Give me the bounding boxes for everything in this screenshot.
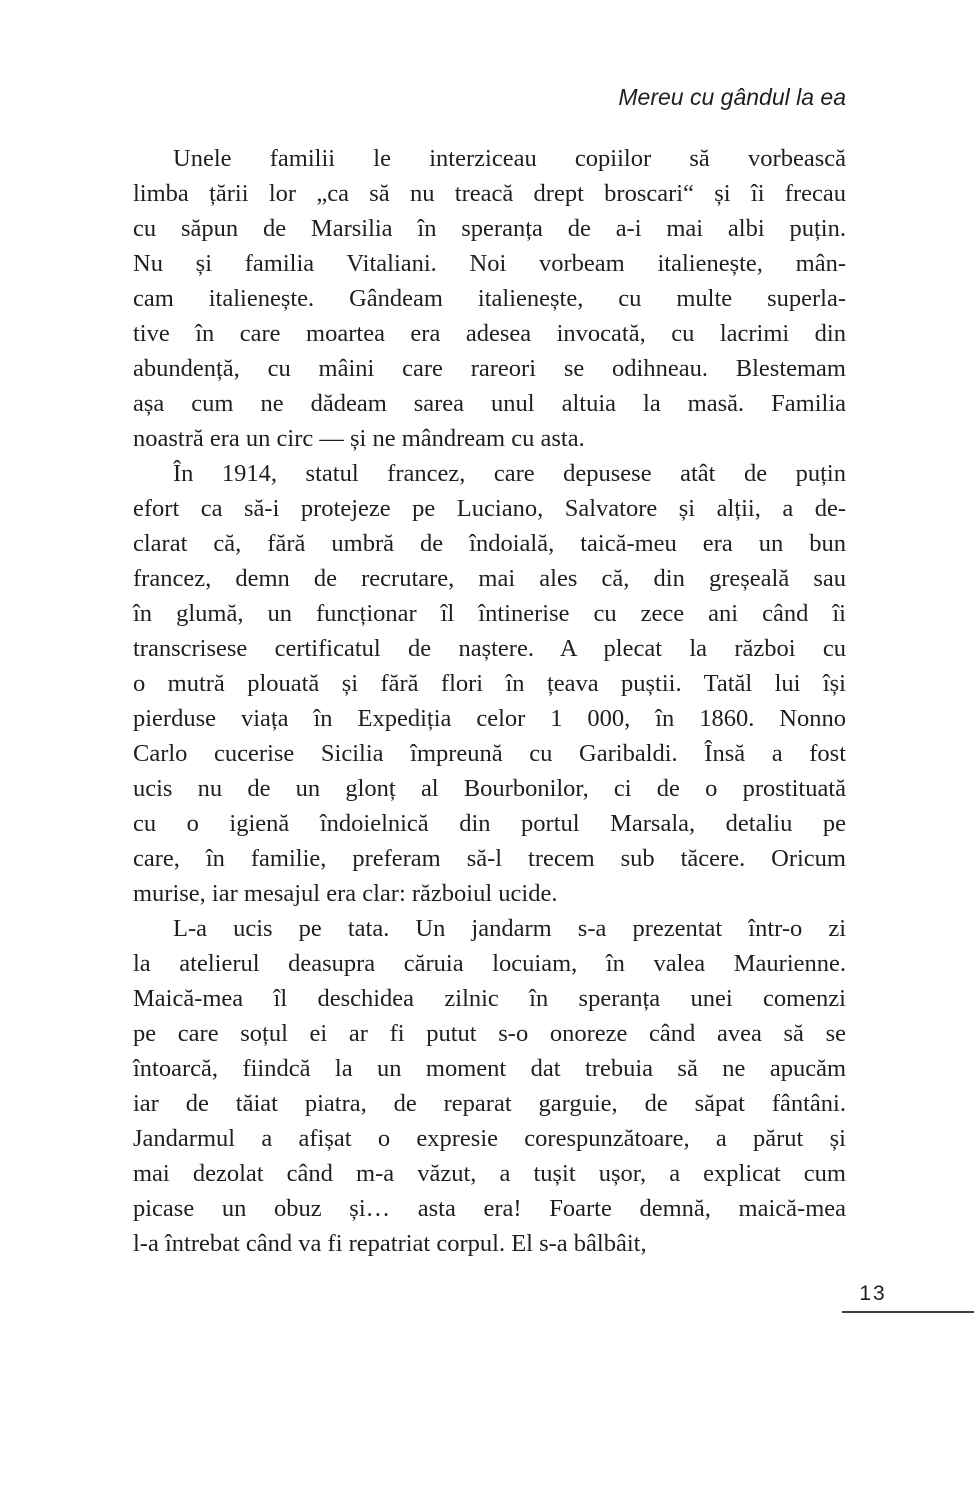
text-line: În 1914, statul francez, care depusese atât de puțin	[173, 460, 846, 487]
text-line: murise, iar mesajul era clar: războiul ucide.	[133, 880, 558, 907]
text-line: Maică-mea îl deschidea zilnic în speranța unei comenzi	[133, 985, 846, 1012]
text-line: l-a întrebat când va fi repatriat corpul. El s-a bâlbâit,	[133, 1230, 647, 1257]
text-line: noastră era un circ — și ne mândream cu asta.	[133, 425, 585, 452]
body-text-block	[133, 141, 846, 1261]
page-number: 13	[859, 1282, 887, 1305]
text-line: cu o igienă îndoielnică din portul Marsala, detaliu pe	[133, 810, 846, 837]
text-line: care, în familie, preferam să-l trecem sub tăcere. Oricum	[133, 845, 846, 872]
text-line: picase un obuz și… asta era! Foarte demnă, maică-mea	[133, 1195, 846, 1222]
text-line: abundență, cu mâini care rareori se odihneau. Blestemam	[133, 355, 846, 382]
running-header: Mereu cu gândul la ea	[618, 84, 846, 110]
text-line: Jandarmul a afișat o expresie corespunzătoare, a părut și	[133, 1125, 846, 1152]
text-line: ucis nu de un glonț al Bourbonilor, ci de o prostituată	[133, 775, 846, 802]
text-line: la atelierul deasupra căruia locuiam, în valea Maurienne.	[133, 950, 846, 977]
text-line: așa cum ne dădeam sarea unul altuia la masă. Familia	[133, 390, 846, 417]
text-line: o mutră plouată și fără flori în țeava puștii. Tatăl lui își	[133, 670, 846, 697]
footer-rule	[842, 1311, 974, 1313]
text-line: francez, demn de recrutare, mai ales că, din greșeală sau	[133, 565, 846, 592]
text-line: mai dezolat când m-a văzut, a tușit ușor, a explicat cum	[133, 1160, 846, 1187]
text-line: pe care soțul ei ar fi putut s-o onoreze când avea să se	[133, 1020, 846, 1047]
text-line: cu săpun de Marsilia în speranța de a-i mai albi puțin.	[133, 215, 846, 242]
text-line: L-a ucis pe tata. Un jandarm s-a prezentat într-o zi	[173, 915, 846, 942]
text-line: pierduse viața în Expediția celor 1 000, în 1860. Nonno	[133, 705, 846, 732]
text-line: în glumă, un funcționar îl întinerise cu zece ani când îi	[133, 600, 846, 627]
text-line: transcrisese certificatul de naștere. A plecat la război cu	[133, 635, 846, 662]
text-line: întoarcă, fiindcă la un moment dat trebuia să ne apucăm	[133, 1055, 846, 1082]
text-line: clarat că, fără umbră de îndoială, taică-meu era un bun	[133, 530, 846, 557]
text-line: Unele familii le interziceau copiilor să vorbească	[173, 145, 846, 172]
text-line: tive în care moartea era adesea invocată, cu lacrimi din	[133, 320, 846, 347]
text-line: cam italienește. Gândeam italienește, cu multe superla-	[133, 285, 846, 312]
text-line: Carlo cucerise Sicilia împreună cu Garibaldi. Însă a fost	[133, 740, 846, 767]
text-line: efort ca să-i protejeze pe Luciano, Salvatore și alții, a de-	[133, 495, 846, 522]
text-line: Nu și familia Vitaliani. Noi vorbeam italienește, mân-	[133, 250, 846, 277]
text-line: limba țării lor „ca să nu treacă drept broscari“ și îi frecau	[133, 180, 846, 207]
text-line: iar de tăiat piatra, de reparat garguie, de săpat fântâni.	[133, 1090, 846, 1117]
